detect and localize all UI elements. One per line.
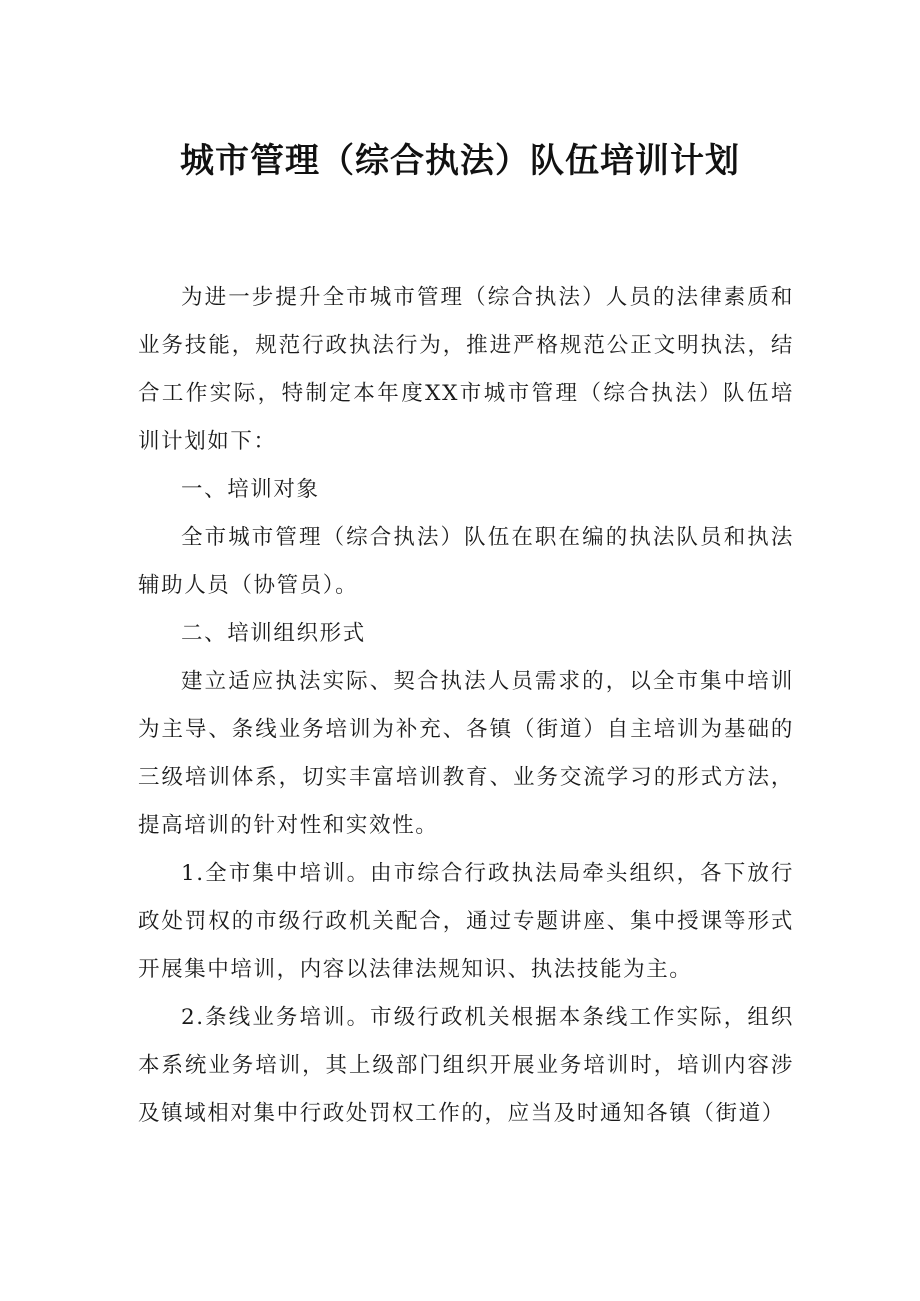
- citywide-training-paragraph: 1.全市集中培训。由市综合行政执法局牵头组织，各下放行政处罚权的市级行政机关配合，通过专题讲座、集中授课等形式开展集中培训，内容以法律法规知识、执法技能为主。: [138, 861, 794, 982]
- document-title: 城市管理（综合执法）队伍培训计划: [180, 141, 740, 181]
- line-business-training-paragraph: 2.条线业务培训。市级行政机关根据本条线工作实际，组织本系统业务培训，其上级部门组织开展业务培训时，培训内容涉及镇域相对集中行政处罚权工作的，应当及时通知各镇（街道）: [138, 1005, 794, 1126]
- intro-paragraph: 为进一步提升全市城市管理（综合执法）人员的法律素质和业务技能，规范行政执法行为，推进严格规范公正文明执法，结合工作实际，特制定本年度XX市城市管理（综合执法）队伍培训计划如下：: [138, 285, 794, 454]
- training-targets-paragraph: 全市城市管理（综合执法）队伍在职在编的执法队员和执法辅助人员（协管员）。: [138, 525, 794, 598]
- section-heading-training-format: 二、培训组织形式: [181, 621, 366, 646]
- training-format-paragraph: 建立适应执法实际、契合执法人员需求的，以全市集中培训为主导、条线业务培训为补充、各镇（街道）自主培训为基础的三级培训体系，切实丰富培训教育、业务交流学习的形式方法，提高培训的针对性和实效性。: [138, 669, 794, 838]
- document-body: [138, 274, 794, 1138]
- section-heading-training-targets: 一、培训对象: [181, 477, 320, 502]
